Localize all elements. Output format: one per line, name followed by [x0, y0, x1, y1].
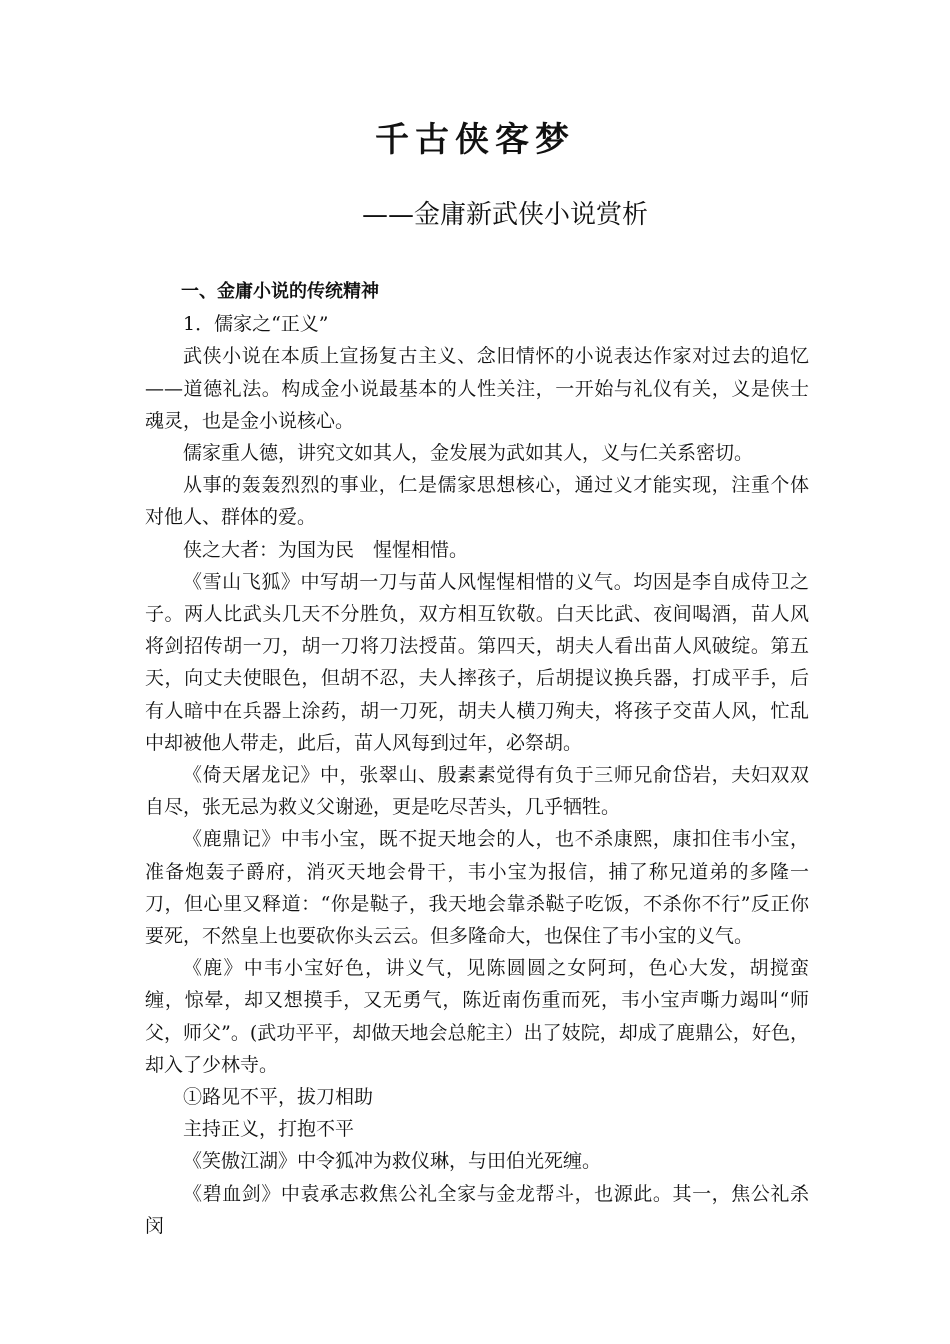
paragraph: 《鹿》中韦小宝好色，讲义气，见陈圆圆之女阿珂，色心大发，胡搅蛮缠，惊晕，却又想摸手，又无勇气，陈近南伤重而死，韦小宝声嘶力竭叫“师父，师父”。(武功平平，却做天地会总舵主）出了妓院，却成了鹿鼎公，好色，却入了少林寺。 [145, 957, 809, 1076]
paragraph: 1．儒家之“正义” [183, 313, 329, 336]
paragraph: 《笑傲江湖》中令狐冲为救仪琳，与田伯光死缠。 [183, 1150, 602, 1173]
paragraph: 《倚天屠龙记》中，张翠山、殷素素觉得有负于三师兄俞岱岩，夫妇双双自尽，张无忌为救义父谢逊，更是吃尽苦头，几乎牺牲。 [145, 764, 809, 819]
document-subtitle: ——金庸新武侠小说赏析 [361, 200, 648, 230]
paragraph: 侠之大者：为国为民 惺惺相惜。 [183, 538, 469, 561]
paragraph: 儒家重人德，讲究文如其人，金发展为武如其人，义与仁关系密切。 [183, 442, 754, 465]
document-title: 千古侠客梦 [375, 120, 575, 160]
document-body [145, 276, 809, 1242]
paragraph: 从事的轰轰烈烈的事业，仁是儒家思想核心，通过义才能实现，注重个体对他人、群体的爱。 [145, 474, 809, 529]
paragraph: 《碧血剑》中袁承志救焦公礼全家与金龙帮斗，也源此。其一，焦公礼杀闵 [145, 1182, 809, 1237]
paragraph: 《鹿鼎记》中韦小宝，既不捉天地会的人，也不杀康熙，康扣住韦小宝，准备炮轰子爵府，消灭天地会骨干，韦小宝为报信，捕了称兄道弟的多隆一刀，但心里又释道：“你是鞑子，我天地会靠杀鞑子吃饭，不杀你不行”反正你要死，不然皇上也要砍你头云云。但多隆命大，也保住了韦小宝的义气。 [145, 828, 809, 948]
paragraph: 武侠小说在本质上宣扬复古主义、念旧情怀的小说表达作家对过去的追忆——道德礼法。构成金小说最基本的人性关注，一开始与礼仪有关，义是侠士魂灵，也是金小说核心。 [145, 345, 809, 432]
section-heading: 一、金庸小说的传统精神 [181, 281, 379, 302]
paragraph: 《雪山飞狐》中写胡一刀与苗人风惺惺相惜的义气。均因是李自成侍卫之子。两人比武头几天不分胜负，双方相互钦敬。白天比武、夜间喝酒，苗人风将剑招传胡一刀，胡一刀将刀法授苗。第四天，胡夫人看出苗人风破绽。第五天，向丈夫使眼色，但胡不忍，夫人摔孩子，后胡提议换兵器，打成平手，后有人暗中在兵器上涂药，胡一刀死，胡夫人横刀殉夫，将孩子交苗人风，忙乱中却被他人带走，此后，苗人风每到过年，必祭胡。 [145, 570, 809, 754]
paragraph: ①路见不平，拔刀相助 [183, 1086, 374, 1109]
paragraph: 主持正义，打抱不平 [183, 1118, 355, 1141]
